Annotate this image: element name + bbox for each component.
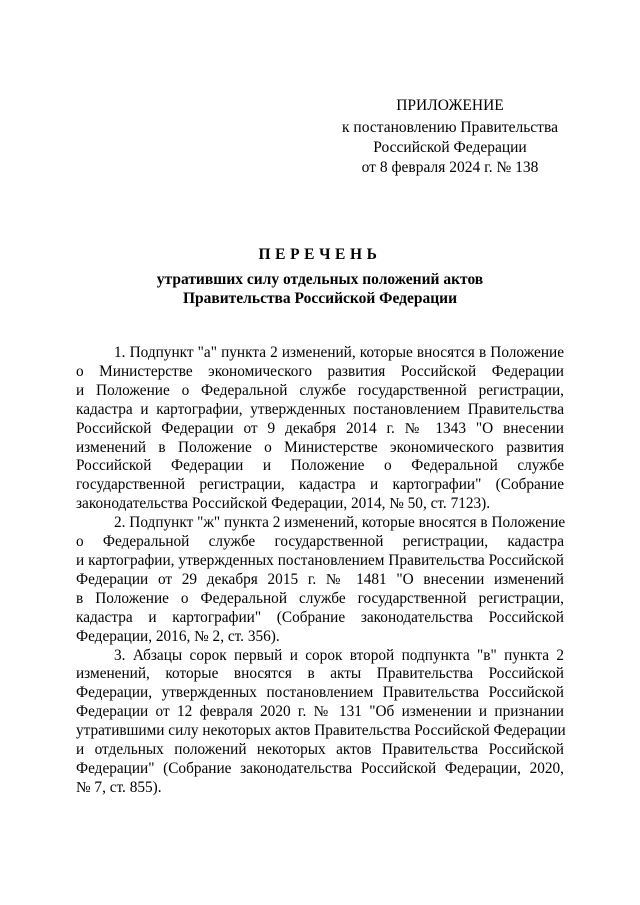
paragraph-line: изменений в Положение о Министерстве экономического развития (76, 438, 564, 456)
paragraph-line: и отдельных положений некоторых актов Правительства Российской (76, 741, 564, 759)
appendix-line-decree: к постановлению Правительства (342, 119, 558, 136)
appendix-line-date: от 8 февраля 2024 г. № 138 (361, 159, 539, 176)
paragraph-line: Федерации от 29 декабря 2015 г. № 1481 "О внесении изменений (76, 570, 564, 588)
paragraph-line: Федерации, 2016, № 2, ст. 356). (76, 627, 280, 645)
paragraph-line: Федерации, утвержденных постановлением Правительства Российской (76, 684, 564, 702)
document-body (76, 344, 564, 798)
paragraph-line: и картографии, утвержденных постановлением Правительства Российской (76, 551, 564, 569)
document-subtitle (0, 270, 640, 308)
paragraph-line: Российской Федерации и Положение о Федеральной службе (76, 457, 564, 475)
paragraph-1 (76, 344, 564, 514)
paragraph-line: 2. Подпункт "ж" пункта 2 изменений, которые вносятся в Положение (114, 514, 566, 532)
paragraph-2 (76, 514, 564, 646)
paragraph-line: в Положение о Федеральной службе государственной регистрации, (76, 589, 564, 607)
paragraph-line: Федерации от 12 февраля 2020 г. № 131 "Об изменении и признании (76, 703, 564, 721)
paragraph-line: 1. Подпункт "а" пункта 2 изменений, которые вносятся в Положение (114, 344, 564, 361)
paragraph-line: утратившими силу некоторых актов Правительства Российской Федерации (76, 722, 566, 740)
paragraph-line: законодательства Российской Федерации, 2014, № 50, ст. 7123). (76, 495, 491, 513)
paragraph-3 (76, 647, 564, 798)
paragraph-line: о Министерстве экономического развития Российской Федерации (76, 362, 564, 380)
subtitle-line-1: утративших силу отдельных положений актов (156, 271, 484, 288)
paragraph-line: Российской Федерации от 9 декабря 2014 г. № 1343 "О внесении (76, 419, 564, 437)
document-title: ПЕРЕЧЕНЬ (258, 246, 382, 263)
paragraph-line: 3. Абзацы сорок первый и сорок второй подпункта "в" пункта 2 (114, 646, 564, 664)
paragraph-line: № 7, ст. 855). (76, 778, 162, 796)
paragraph-line: кадастра и картографии, утвержденных постановлением Правительства (76, 400, 564, 418)
appendix-block (320, 96, 580, 178)
appendix-line-federation: Российской Федерации (373, 139, 527, 156)
paragraph-line: кадастра и картографии" (Собрание законодательства Российской (76, 608, 564, 626)
paragraph-line: государственной регистрации, кадастра и картографии" (Собрание (76, 476, 564, 494)
paragraph-line: Федерации" (Собрание законодательства Российской Федерации, 2020, (76, 759, 564, 777)
paragraph-line: изменений, которые вносятся в акты Правительства Российской (76, 665, 564, 683)
paragraph-line: и Положение о Федеральной службе государственной регистрации, (76, 381, 564, 399)
subtitle-line-2: Правительства Российской Федерации (182, 290, 458, 307)
paragraph-line: о Федеральной службе государственной регистрации, кадастра (76, 533, 564, 551)
appendix-header: ПРИЛОЖЕНИЕ (396, 97, 504, 114)
